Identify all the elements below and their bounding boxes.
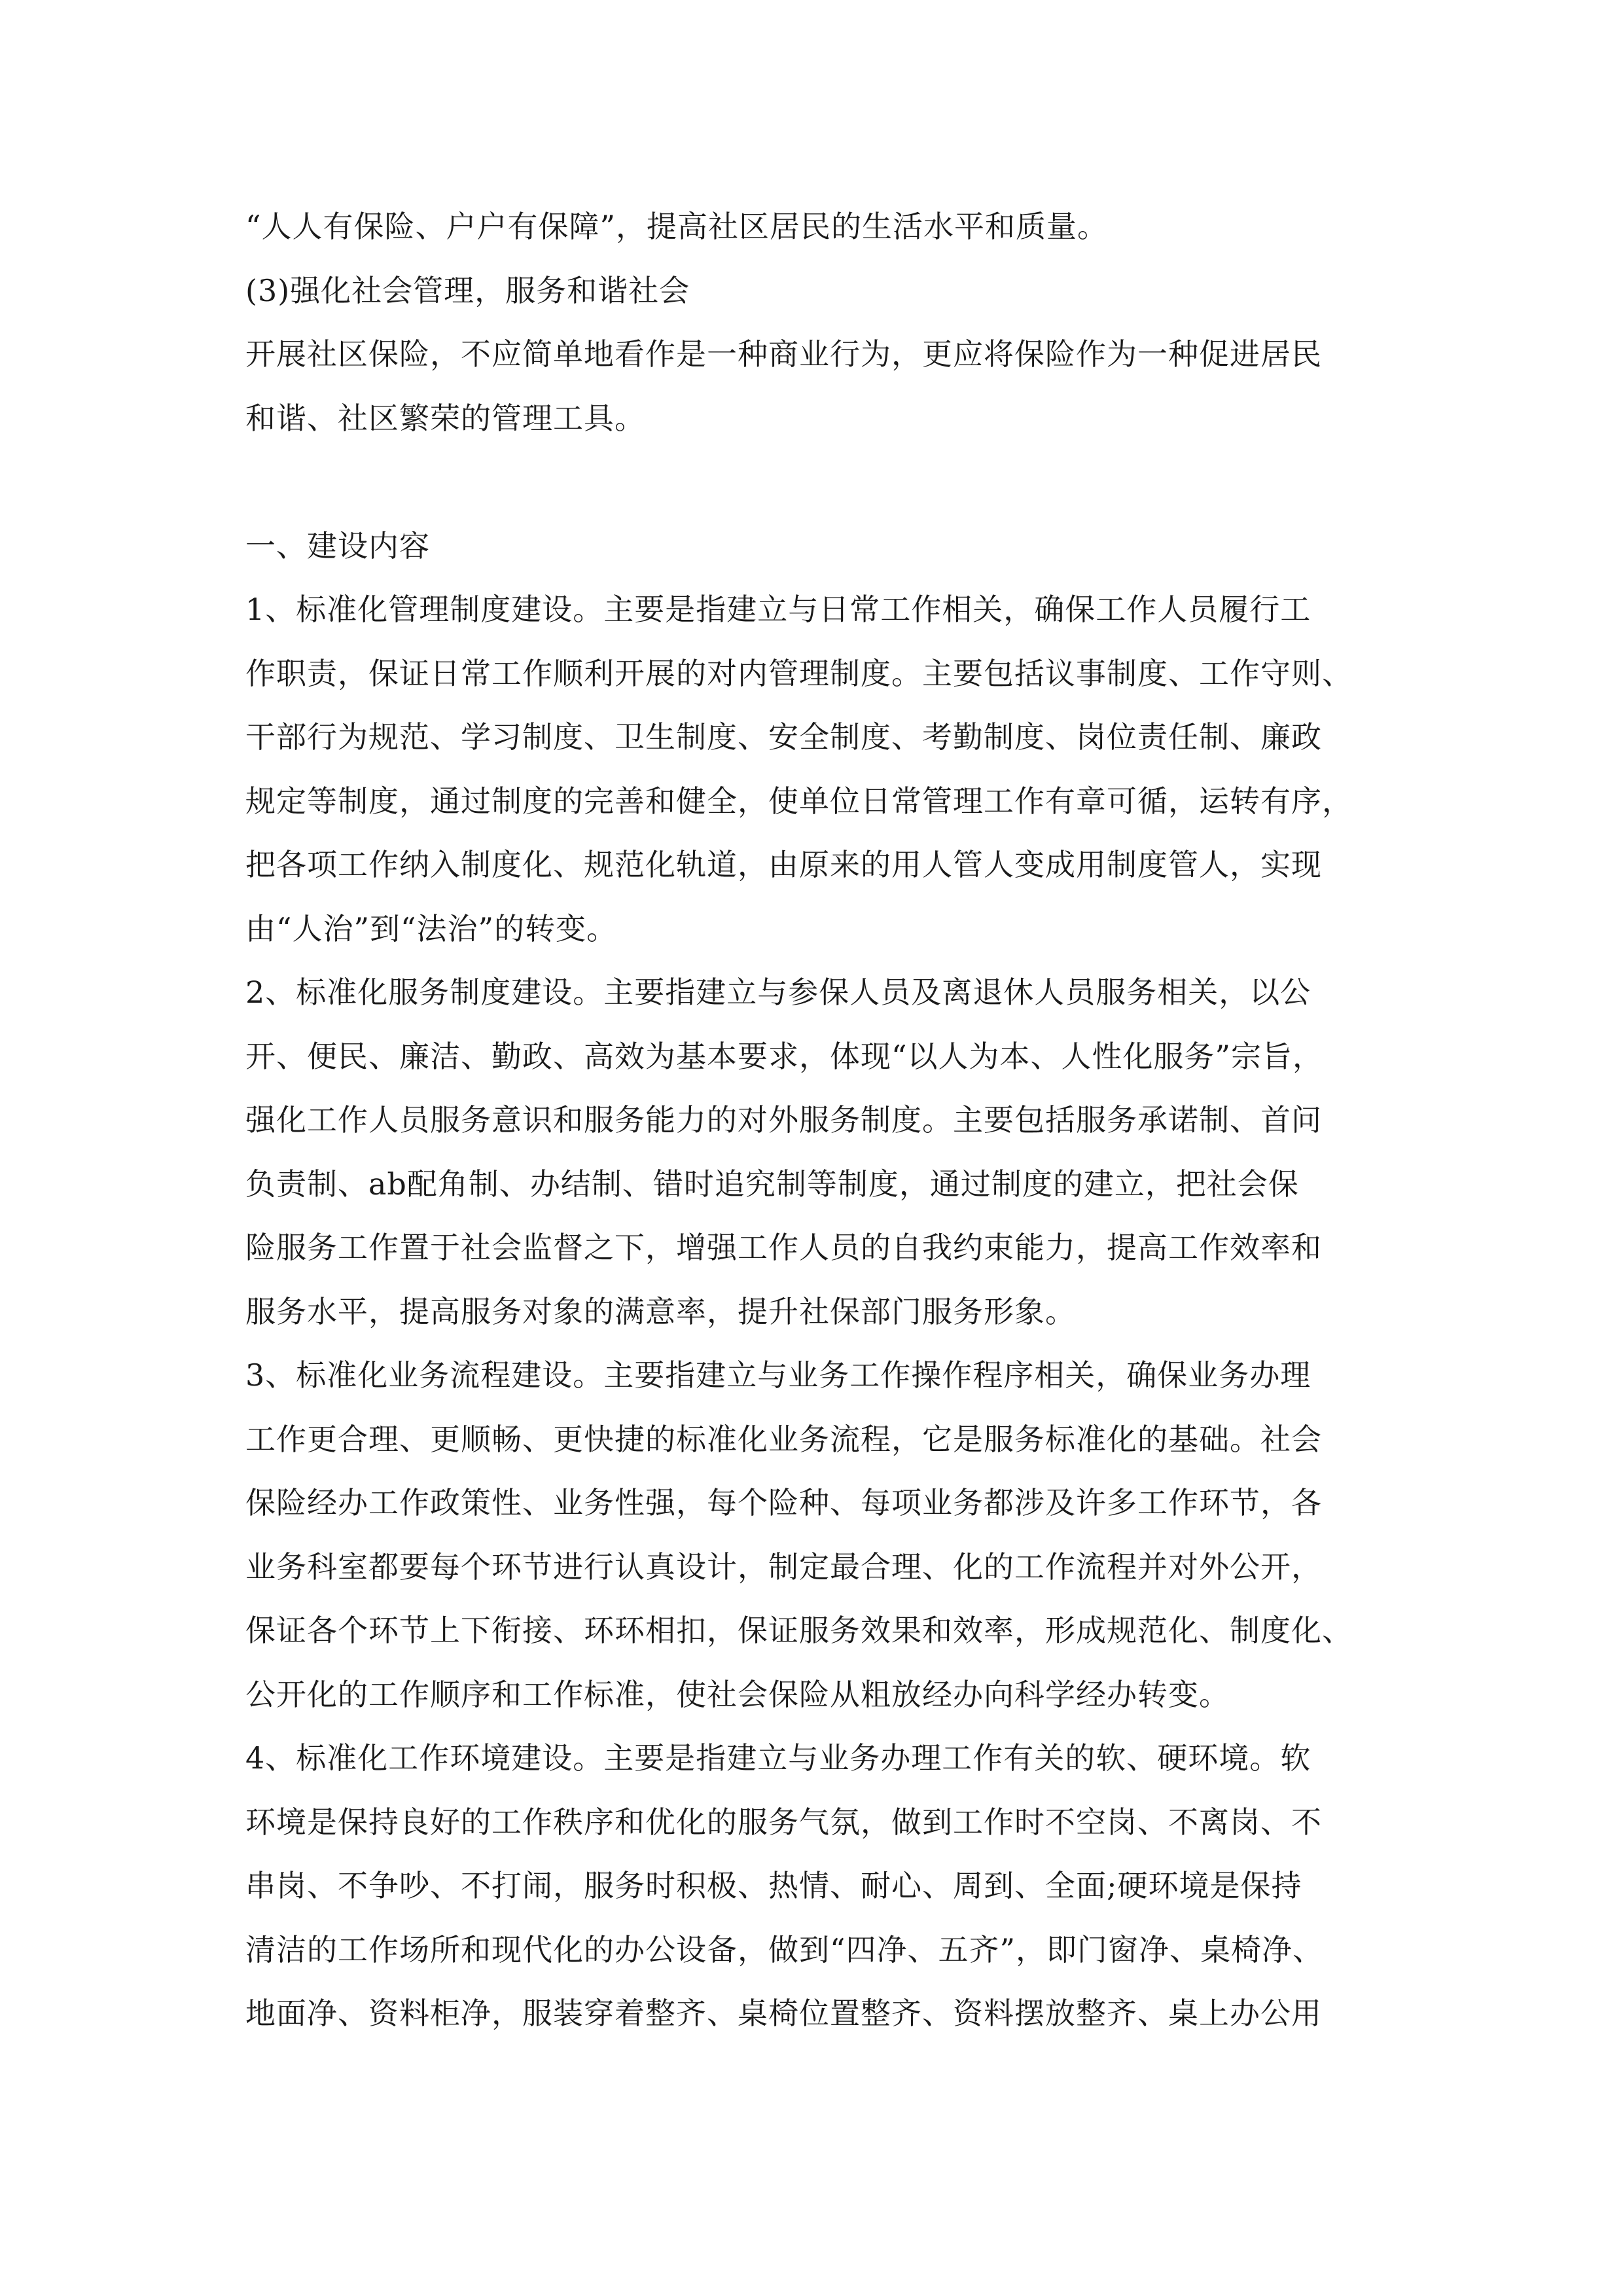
paragraph-line: 1、标准化管理制度建设。主要是指建立与日常工作相关，确保工作人员履行工 (245, 592, 1311, 627)
paragraph-line: 险服务工作置于社会监督之下，增强工作人员的自我约束能力，提高工作效率和 (245, 1230, 1322, 1265)
paragraph-line: 3、标准化业务流程建设。主要指建立与业务工作操作程序相关，确保业务办理 (245, 1357, 1311, 1393)
paragraph-line: 由“人治”到“法治”的转变。 (245, 910, 618, 946)
intro-block (245, 195, 1384, 450)
paragraph-line: 环境是保持良好的工作秩序和优化的服务气氛，做到工作时不空岗、不离岗、不 (245, 1804, 1322, 1840)
item-3-paragraph (245, 1344, 1384, 1727)
paragraph-line: 地面净、资料柜净，服装穿着整齐、桌椅位置整齐、资料摆放整齐、桌上办公用 (245, 1996, 1322, 2031)
intro-line: “人人有保险、户户有保障”，提高社区居民的生活水平和质量。 (245, 209, 1109, 244)
intro-line: 和谐、社区繁荣的管理工具。 (245, 400, 645, 436)
paragraph-line: 作职责，保证日常工作顺利开展的对内管理制度。主要包括议事制度、工作守则、 (245, 655, 1353, 691)
paragraph-line: 负责制、ab配角制、办结制、错时追究制等制度，通过制度的建立，把社会保 (245, 1166, 1299, 1202)
paragraph-line: 2、标准化服务制度建设。主要指建立与参保人员及离退休人员服务相关，以公 (245, 975, 1311, 1010)
paragraph-line: 公开化的工作顺序和工作标准，使社会保险从粗放经办向科学经办转变。 (245, 1676, 1230, 1712)
paragraph-line: 规定等制度，通过制度的完善和健全，使单位日常管理工作有章可循，运转有序， (245, 783, 1353, 819)
paragraph-line: 干部行为规范、学习制度、卫生制度、安全制度、考勤制度、岗位责任制、廉政 (245, 719, 1322, 755)
paragraph-gap (245, 450, 1384, 514)
document-body (245, 195, 1384, 2046)
paragraph-line: 4、标准化工作环境建设。主要是指建立与业务办理工作有关的软、硬环境。软 (245, 1740, 1311, 1776)
paragraph-line: 把各项工作纳入制度化、规范化轨道，由原来的用人管人变成用制度管人，实现 (245, 847, 1322, 882)
subsection-heading: (3)强化社会管理，服务和谐社会 (245, 272, 690, 308)
paragraph-line: 业务科室都要每个环节进行认真设计，制定最合理、化的工作流程并对外公开， (245, 1549, 1322, 1585)
paragraph-line: 强化工作人员服务意识和服务能力的对外服务制度。主要包括服务承诺制、首问 (245, 1102, 1322, 1138)
paragraph-line: 开、便民、廉洁、勤政、高效为基本要求，体现“以人为本、人性化服务”宗旨， (245, 1038, 1324, 1074)
section-heading: 一、建设内容 (245, 528, 430, 564)
paragraph-line: 工作更合理、更顺畅、更快捷的标准化业务流程，它是服务标准化的基础。社会 (245, 1421, 1322, 1457)
item-1-paragraph (245, 578, 1384, 961)
paragraph-line: 串岗、不争吵、不打闹，服务时积极、热情、耐心、周到、全面;硬环境是保持 (245, 1868, 1302, 1903)
paragraph-line: 保证各个环节上下衔接、环环相扣，保证服务效果和效率，形成规范化、制度化、 (245, 1613, 1353, 1648)
intro-line: 开展社区保险，不应简单地看作是一种商业行为，更应将保险作为一种促进居民 (245, 336, 1322, 372)
paragraph-line: 清洁的工作场所和现代化的办公设备，做到“四净、五齐”，即门窗净、桌椅净、 (245, 1931, 1324, 1967)
item-4-paragraph (245, 1727, 1384, 2046)
paragraph-line: 服务水平，提高服务对象的满意率，提升社保部门服务形象。 (245, 1293, 1076, 1329)
item-2-paragraph (245, 961, 1384, 1344)
paragraph-line: 保险经办工作政策性、业务性强，每个险种、每项业务都涉及许多工作环节，各 (245, 1485, 1322, 1520)
